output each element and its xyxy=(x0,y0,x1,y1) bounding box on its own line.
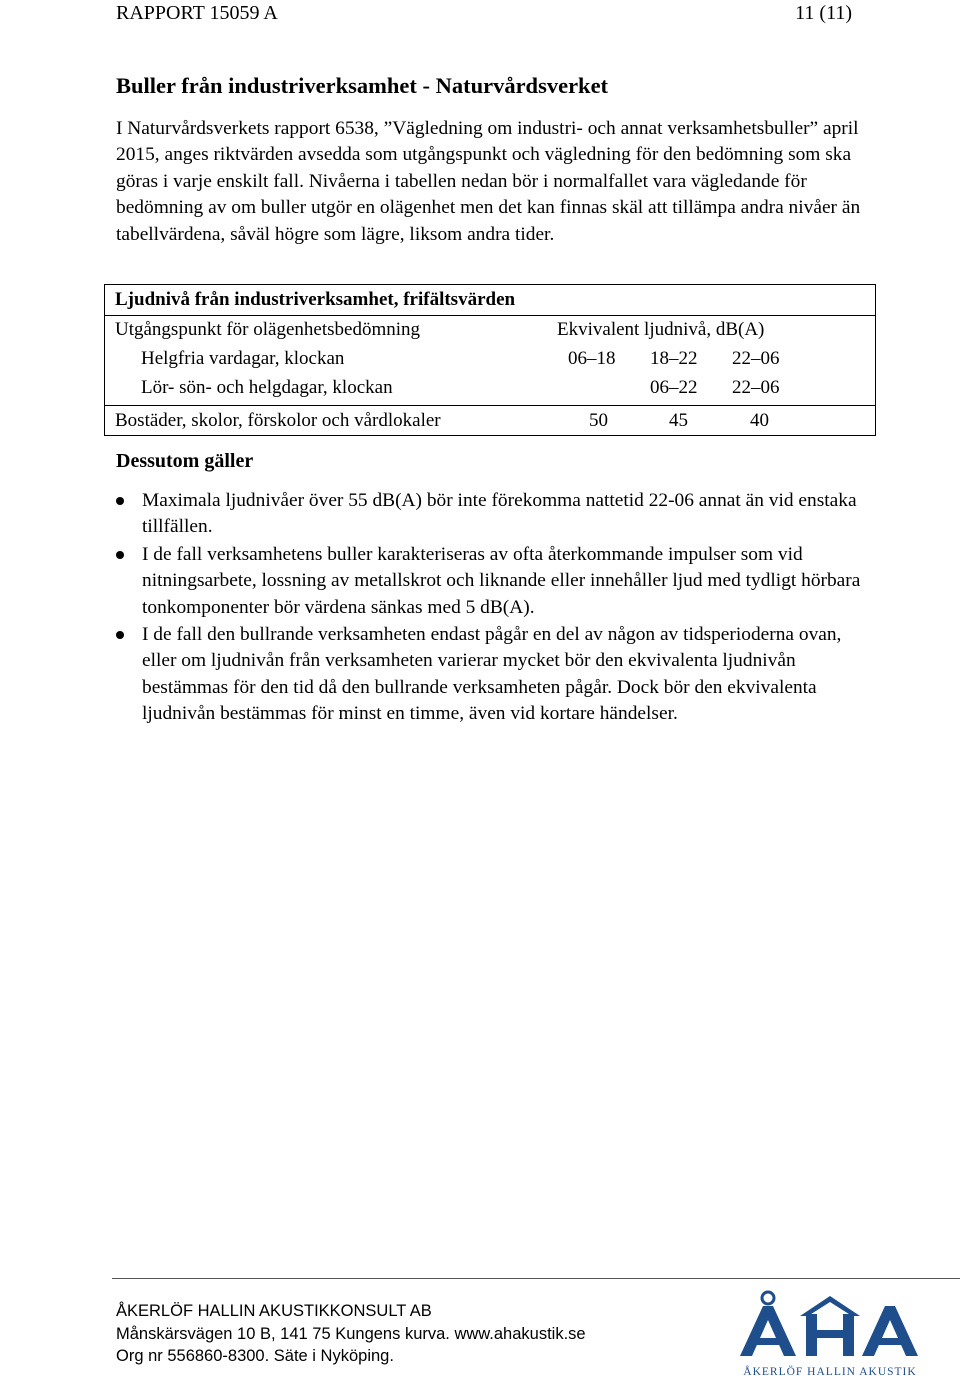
row-weekdays-label: Helgfria vardagar, klockan xyxy=(141,348,345,369)
logo-text: ÅKERLÖF HALLIN AKUSTIK xyxy=(743,1366,917,1378)
time-cell: 18–22 xyxy=(650,348,698,369)
footer-address: Månskärsvägen 10 B, 141 75 Kungens kurva. www.ahakustik.se xyxy=(116,1324,586,1343)
time-cell: 22–06 xyxy=(732,377,780,398)
list-item xyxy=(116,622,864,728)
value-cell: 45 xyxy=(669,410,688,431)
footer xyxy=(116,1300,586,1368)
row-premises-label: Bostäder, skolor, förskolor och vårdlokaler xyxy=(115,410,441,431)
time-cell: 06–22 xyxy=(650,377,698,398)
footer-org: Org nr 556860-8300. Säte i Nyköping. xyxy=(116,1347,394,1365)
bullet-icon xyxy=(116,551,124,559)
report-number: RAPPORT 15059 A xyxy=(116,2,278,24)
table-title: Ljudnivå från industriverksamhet, frifältsvärden xyxy=(115,289,516,310)
company-logo xyxy=(730,1290,930,1382)
list-item xyxy=(116,542,864,621)
value-cell: 40 xyxy=(750,410,769,431)
bullet-icon xyxy=(116,631,124,639)
also-heading: Dessutom gäller xyxy=(116,450,254,472)
list-item xyxy=(116,488,864,541)
table-col-right-header: Ekvivalent ljudnivå, dB(A) xyxy=(557,319,765,340)
value-cell: 50 xyxy=(589,410,608,431)
table-col-left-header: Utgångspunkt för olägenhetsbedömning xyxy=(115,319,421,340)
time-cell: 06–18 xyxy=(568,348,616,369)
page-number: 11 (11) xyxy=(795,2,852,24)
table-divider xyxy=(105,405,875,406)
section-title: Buller från industriverksamhet - Naturvårdsverket xyxy=(116,73,609,98)
footer-divider xyxy=(112,1278,960,1279)
intro-paragraph: I Naturvårdsverkets rapport 6538, ”Vägledning om industri- och annat verksamhetsbuller” april 2015, anges riktvärden avsedda som utgångspunkt och vägledning för den bedömning som ska göras i varje enskilt fall. Nivåerna i tabellen nedan bör i normalfallet vara vägledande för bedömning av om buller utgör en olägenhet men det kan finnas skäl att tillämpa andra nivåer än tabellvärdena, såväl högre som lägre, liksom andra tider. xyxy=(116,118,861,245)
list-item-text: I de fall den bullrande verksamheten endast pågår en del av någon av tidsperioderna ovan, eller om ljudnivån från verksamheten varierar mycket bör den ekvivalenta ljudnivån bestämmas för den tid då den bullrande verksamheten pågår. Dock bör den ekvivalenta ljudnivån bestämmas för minst en timme, även vid kortare händelser. xyxy=(142,624,842,725)
footer-company: ÅKERLÖF HALLIN AKUSTIKKONSULT AB xyxy=(116,1302,432,1320)
time-cell: 22–06 xyxy=(732,348,780,369)
list-item-text: Maximala ljudnivåer över 55 dB(A) bör inte förekomma nattetid 22-06 annat än vid enstaka tillfällen. xyxy=(142,490,857,538)
noise-level-table xyxy=(104,284,876,436)
bullet-icon xyxy=(116,497,124,505)
conditions-list xyxy=(116,488,864,729)
table-divider xyxy=(105,315,875,316)
list-item-text: I de fall verksamhetens buller karakteriseras av ofta återkommande impulser som vid nitningsarbete, lossning av metallskrot och liknande eller innehåller ljud med tydligt hörbara tonkomponenter bör värdena sänkas med 5 dB(A). xyxy=(142,543,861,618)
row-weekends-label: Lör- sön- och helgdagar, klockan xyxy=(141,377,393,398)
